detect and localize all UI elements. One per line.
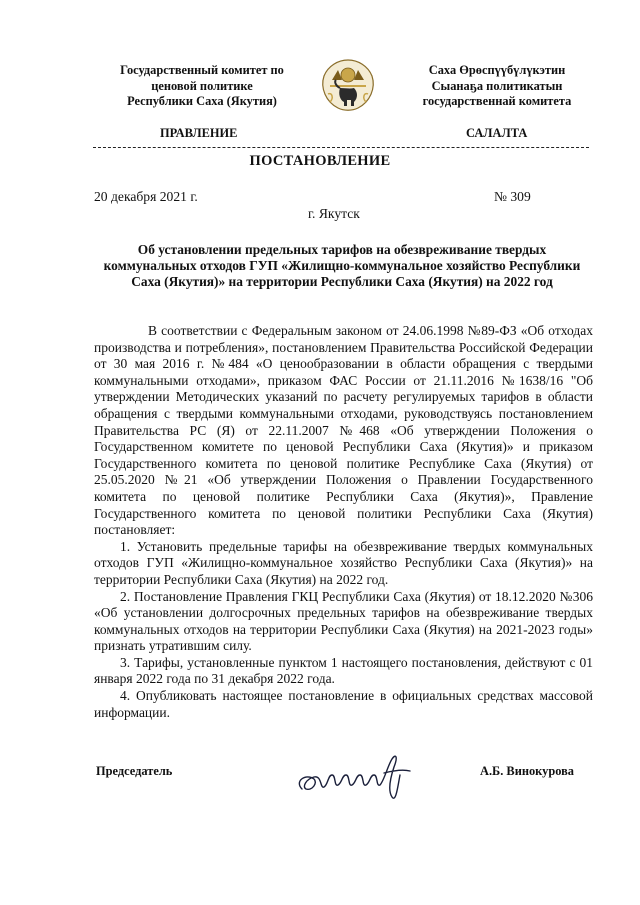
right-section-label: САЛАЛТА bbox=[466, 126, 528, 140]
document-body bbox=[94, 323, 593, 721]
document-type-title: ПОСТАНОВЛЕНИЕ bbox=[249, 153, 391, 169]
item-paragraph-4: 4. Опубликовать настоящее постановление в официальных средствах массовой информации. bbox=[94, 688, 593, 720]
signatory-name: А.Б. Винокурова bbox=[480, 764, 574, 778]
coat-of-arms-icon bbox=[318, 58, 378, 112]
right-org-line-2: Сыанаҕа политикатын bbox=[431, 78, 563, 93]
item-paragraph-2: 2. Постановление Правления ГКЦ Республики Саха (Якутия) от 18.12.2020 №306 «Об установлении долгосрочных предельных тарифов на обезвреживание твердых коммунальных отходов на территории Республики Саха (Якутия) на 2021-2023 годы» признать утратившим силу. bbox=[94, 588, 593, 654]
left-org-line-2: ценовой политике bbox=[151, 78, 253, 93]
left-org-line-3: Республики Саха (Якутия) bbox=[127, 94, 277, 108]
header-divider bbox=[93, 147, 589, 148]
left-org-name bbox=[96, 63, 308, 110]
document-city: г. Якутск bbox=[308, 206, 360, 221]
item-paragraph-1: 1. Установить предельные тарифы на обезвреживание твердых коммунальных отходов ГУП «Жилищно-коммунальное хозяйство Республики Саха (Якутия)» на территории Республики Саха (Якутия) на 2022 год. bbox=[94, 538, 593, 587]
handwritten-signature-icon bbox=[288, 745, 428, 815]
preamble-paragraph: В соответствии с Федеральным законом от 24.06.1998 №89-ФЗ «Об отходах производства и потребления», постановлением Правительства Российской Федерации от 30 мая 2016 г. №484 «О ценообразовании в области обращения с твердыми коммунальными отходами», приказом ФАС России от 21.11.2016 №1638/16 "Об утверждении Методических указаний по расчету регулируемых тарифов в области обращения с твердыми коммунальными отходами, руководствуясь постановлением Правительства РС (Я) от 22.11.2007 №468 «Об утверждении Положения о Государственном комитете по ценовой Республики Саха (Якутия)» и приказом Государственного комитета по ценовой политике Республике Саха (Якутия) от 25.05.2020 №21 «Об утверждении Положения о Правлении Государственного комитета по ценовой политике Республики Саха (Якутия)», Правление Государственного комитета по ценовой политики Республики Саха (Якутия) постановляет: bbox=[94, 323, 593, 538]
item-paragraph-3: 3. Тарифы, установленные пунктом 1 настоящего постановления, действуют с 01 января 2022 года по 31 декабря 2022 года. bbox=[94, 654, 593, 687]
document-subject: Об установлении предельных тарифов на обезвреживание твердых коммунальных отходов ГУП «Жилищно-коммунальное хозяйство Республики Саха (Якутия)» на территории Республики Саха (Якутия) на 2022 год bbox=[103, 242, 581, 289]
signatory-position: Председатель bbox=[96, 764, 173, 778]
right-org-line-1: Саха Өрөспүүбүлүкэтин bbox=[428, 63, 566, 77]
left-org-line-1: Государственный комитет по bbox=[120, 63, 284, 77]
document-date: 20 декабря 2021 г. bbox=[94, 189, 198, 204]
left-section-label: ПРАВЛЕНИЕ bbox=[160, 126, 238, 140]
right-org-name bbox=[394, 63, 600, 110]
document-number: № 309 bbox=[494, 189, 531, 204]
right-org-line-3: государственнай комитета bbox=[422, 94, 572, 108]
